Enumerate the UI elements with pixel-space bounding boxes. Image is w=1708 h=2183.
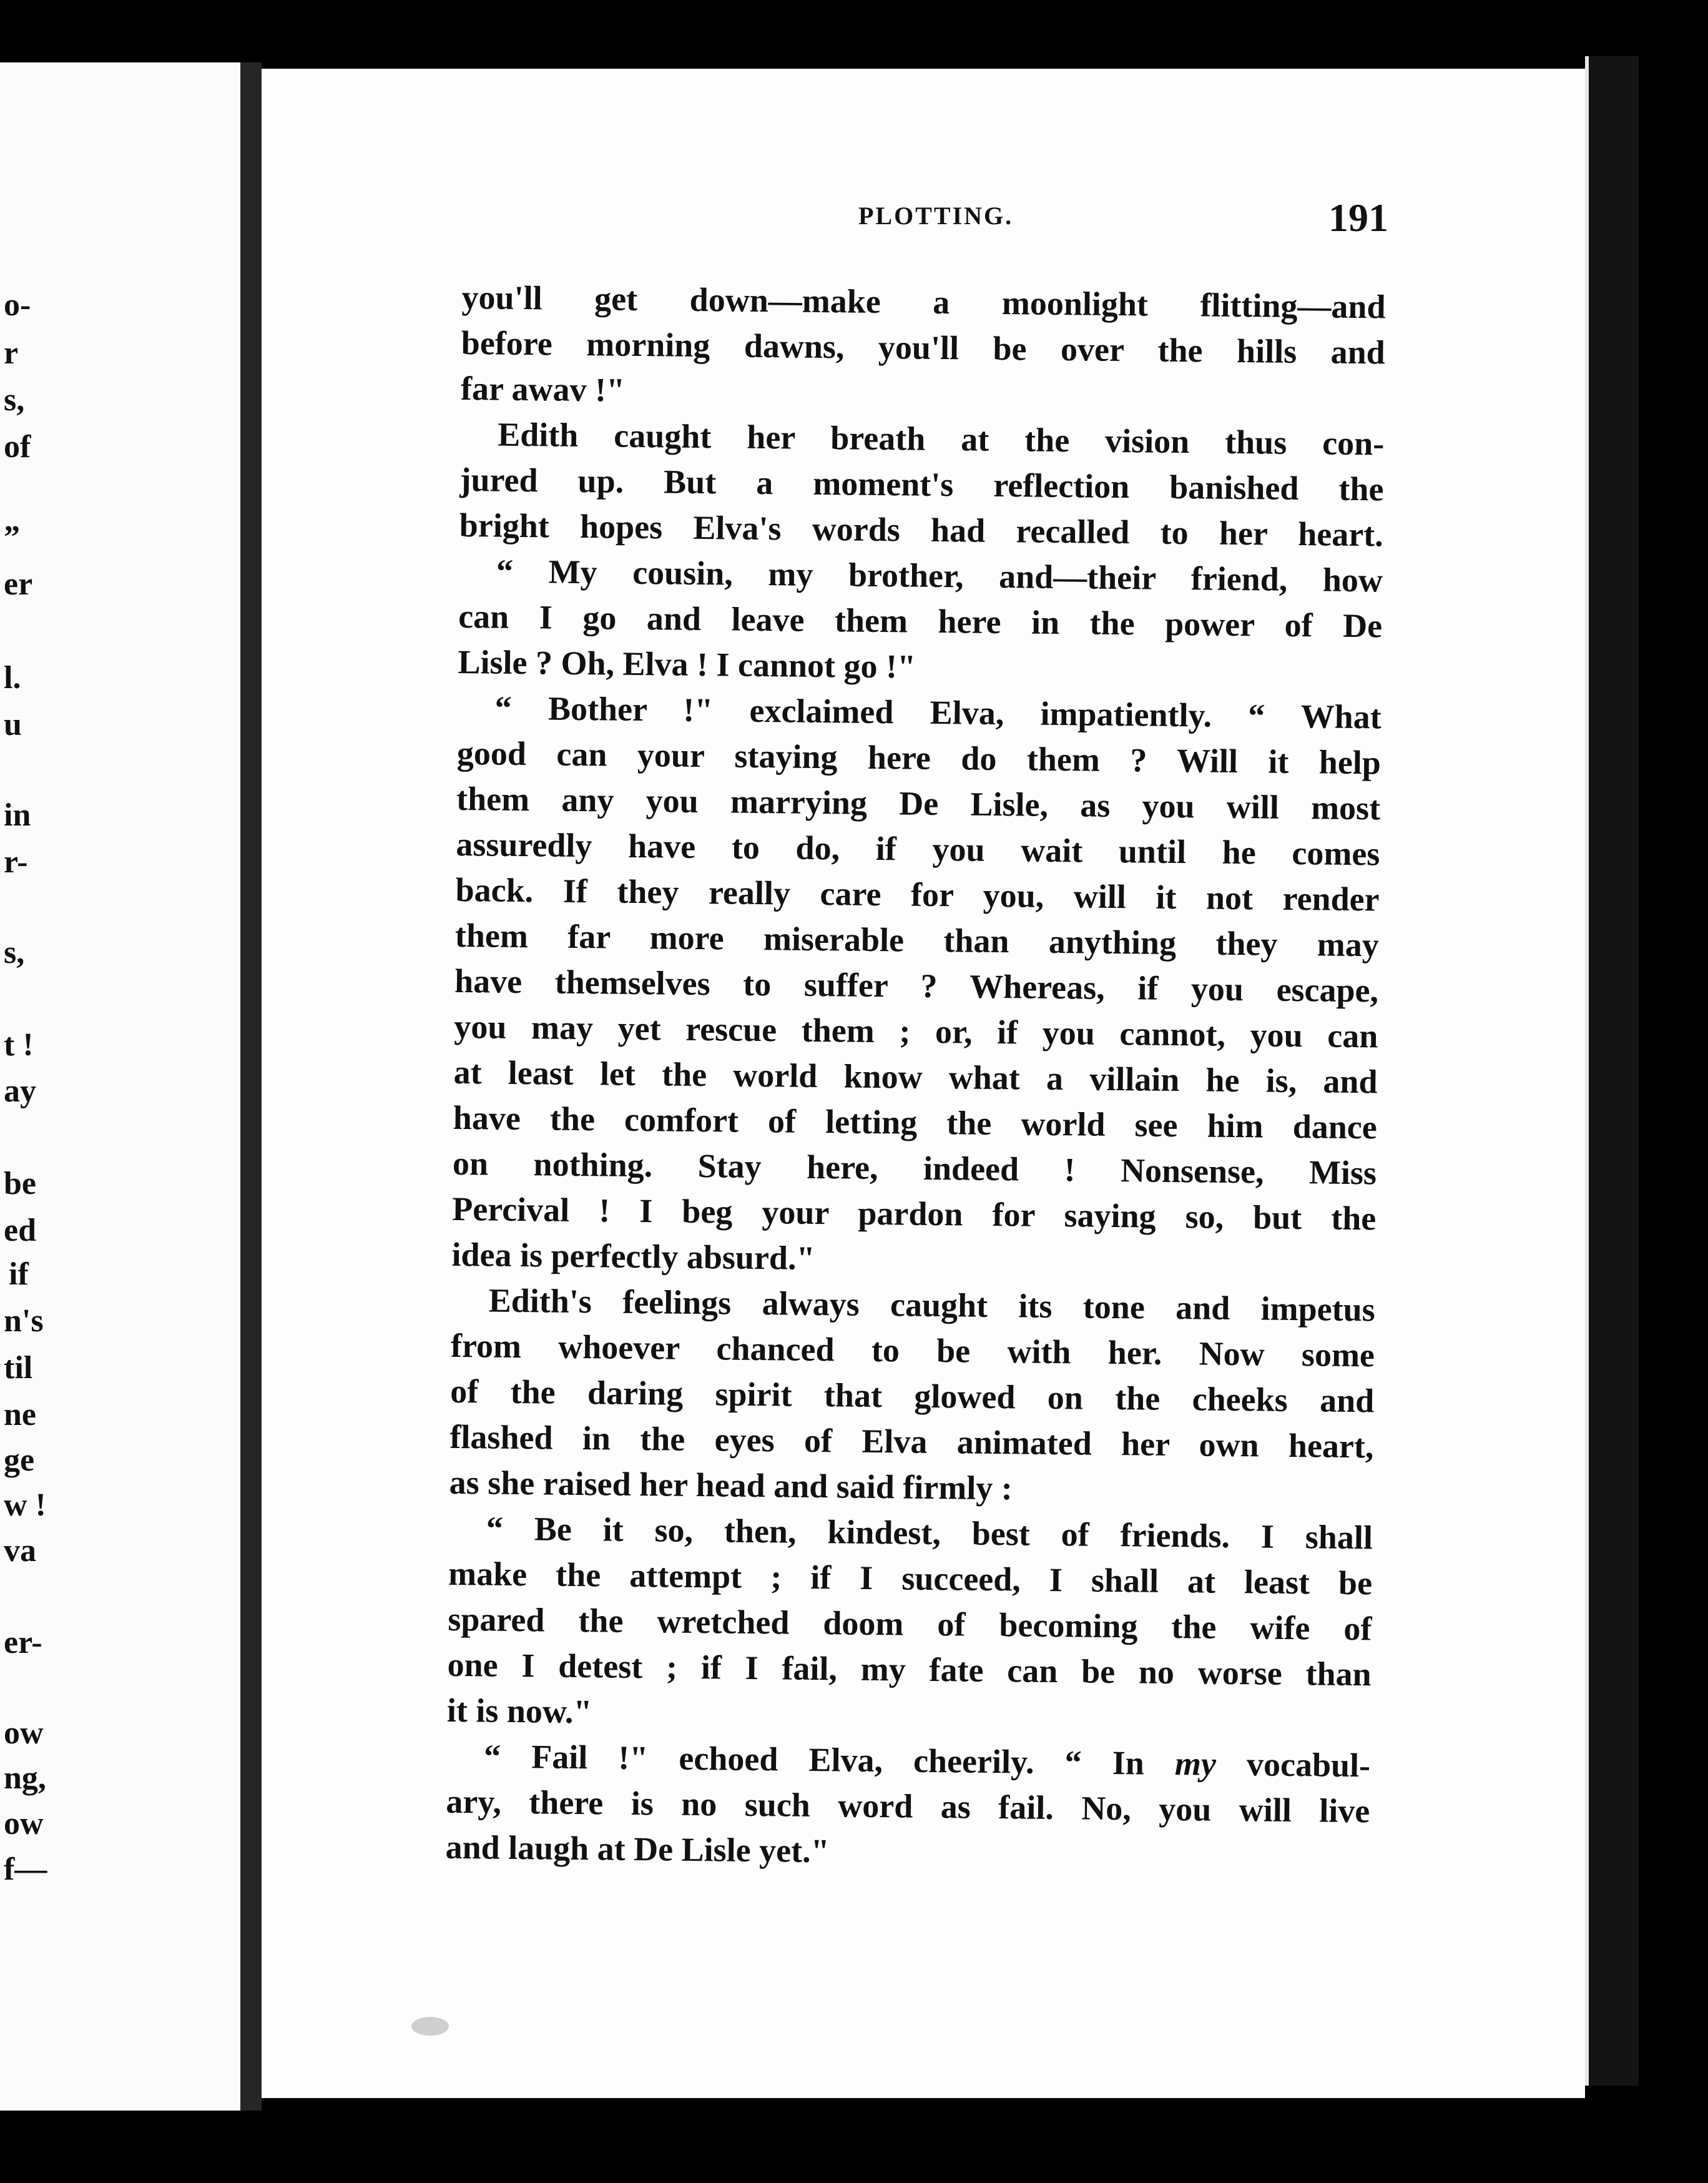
left-page-fragment: f— [4, 1851, 47, 1887]
previous-page-edge [0, 62, 240, 2111]
text-line: have the comfort of letting the world see him dance [453, 1098, 1378, 1146]
running-head: PLOTTING. [858, 202, 1014, 230]
text-line: Edith caught her breath at the vision thus con- [498, 415, 1385, 463]
text-line: on nothing. Stay here, indeed ! Nonsense, Miss [452, 1144, 1377, 1192]
text-line: Lisle ? Oh, Elva ! I cannot go !" [458, 643, 916, 686]
text-line: “ Be it so, then, kindest, best of friends. I shall [486, 1509, 1373, 1557]
left-page-fragment: be [4, 1166, 36, 1201]
left-page-fragment: l. [4, 660, 21, 696]
left-page-fragment: ed [4, 1213, 36, 1248]
text-line: at least let the world know what a villain he is, and [453, 1053, 1378, 1101]
text-run: “ Fail !" echoed Elva, cheerily. “ In [483, 1737, 1175, 1783]
left-page-fragment: o- [4, 287, 31, 323]
text-line: before morning dawns, you'll be over the hills and [461, 323, 1386, 372]
left-page-fragment: ow [4, 1806, 44, 1841]
left-page-fragment: er [4, 566, 33, 602]
paper-speck [411, 2017, 449, 2036]
text-line: ary, there is no such word as fail. No, you will live [446, 1782, 1370, 1830]
text-line: flashed in the eyes of Elva animated her own heart, [449, 1417, 1374, 1466]
text-line: far awav !" [460, 369, 626, 409]
left-page-fragment: of [4, 429, 31, 465]
book-gutter [240, 62, 262, 2111]
left-page-fragment: va [4, 1533, 36, 1569]
text-line: and laugh at De Lisle yet." [445, 1828, 830, 1870]
text-line: good can your staying here do them ? Will it help [456, 734, 1382, 782]
text-line: “ My cousin, my brother, and—their friend, how [496, 552, 1383, 599]
text-line: have themselves to suffer ? Whereas, if you escape, [454, 962, 1379, 1010]
page-number: 191 [1328, 195, 1388, 240]
left-page-fragment: er- [4, 1625, 42, 1660]
text-line: Edith's feelings always caught its tone and impetus [488, 1281, 1376, 1329]
text-line: “ Bother !" exclaimed Elva, impatiently. “ What [494, 689, 1382, 736]
left-page-fragment: ” [4, 520, 20, 555]
text-line: them any you marrying De Lisle, as you will most [456, 779, 1381, 827]
left-page-fragment: ow [4, 1715, 44, 1751]
left-page-fragment: s, [4, 935, 25, 970]
text-line: of the daring spirit that glowed on the cheeks and [449, 1372, 1375, 1420]
page-edge-shadow [1585, 56, 1639, 2086]
left-page-fragment: t ! [4, 1027, 34, 1063]
left-page-fragment: ay [4, 1073, 36, 1109]
text-line: one I detest ; if I fail, my fate can be no worse than [447, 1645, 1372, 1693]
body-text [445, 275, 1386, 1880]
left-page-fragment: in [4, 797, 31, 833]
text-line: spared the wretched doom of becoming the wife of [448, 1600, 1372, 1648]
text-line: it is now." [446, 1691, 592, 1731]
text-line: you may yet rescue them ; or, if you cannot, you can [454, 1007, 1378, 1055]
text-line: idea is perfectly absurd." [451, 1235, 815, 1278]
text-run: vocabul- [1215, 1745, 1371, 1785]
text-line: from whoever chanced to be with her. Now some [450, 1326, 1375, 1374]
text-line: can I go and leave them here in the power of De [458, 597, 1383, 645]
text-line: assuredly have to do, if you wait until he comes [456, 825, 1380, 873]
text-line: as she raised her head and said firmly : [449, 1463, 1013, 1507]
emphasized-word: my [1174, 1745, 1217, 1783]
left-page-fragment: ge [4, 1442, 35, 1478]
text-line: them far more miserable than anything they may [454, 916, 1380, 964]
left-page-fragment: r [4, 335, 19, 371]
text-line: back. If they really care for you, will it not render [455, 870, 1380, 919]
left-page-fragment: if [9, 1256, 29, 1292]
left-page-fragment: ne [4, 1397, 36, 1432]
left-page-fragment: til [4, 1350, 33, 1386]
left-page-fragment: w ! [4, 1487, 46, 1523]
left-page-fragment: ng, [4, 1760, 46, 1796]
left-page-fragment: n's [4, 1303, 44, 1339]
left-page-fragment: u [4, 707, 22, 742]
text-line: bright hopes Elva's words had recalled to her heart. [459, 506, 1384, 554]
left-page-fragment: s, [4, 382, 25, 418]
text-line: Percival ! I beg your pardon for saying so, but the [452, 1190, 1377, 1238]
text-line: jured up. But a moment's reflection banished the [459, 460, 1384, 508]
text-line: you'll get down—make a moonlight flitting—and [461, 278, 1386, 326]
left-page-fragment: r- [4, 844, 28, 880]
text-line: make the attempt ; if I succeed, I shall at least be [448, 1554, 1373, 1602]
